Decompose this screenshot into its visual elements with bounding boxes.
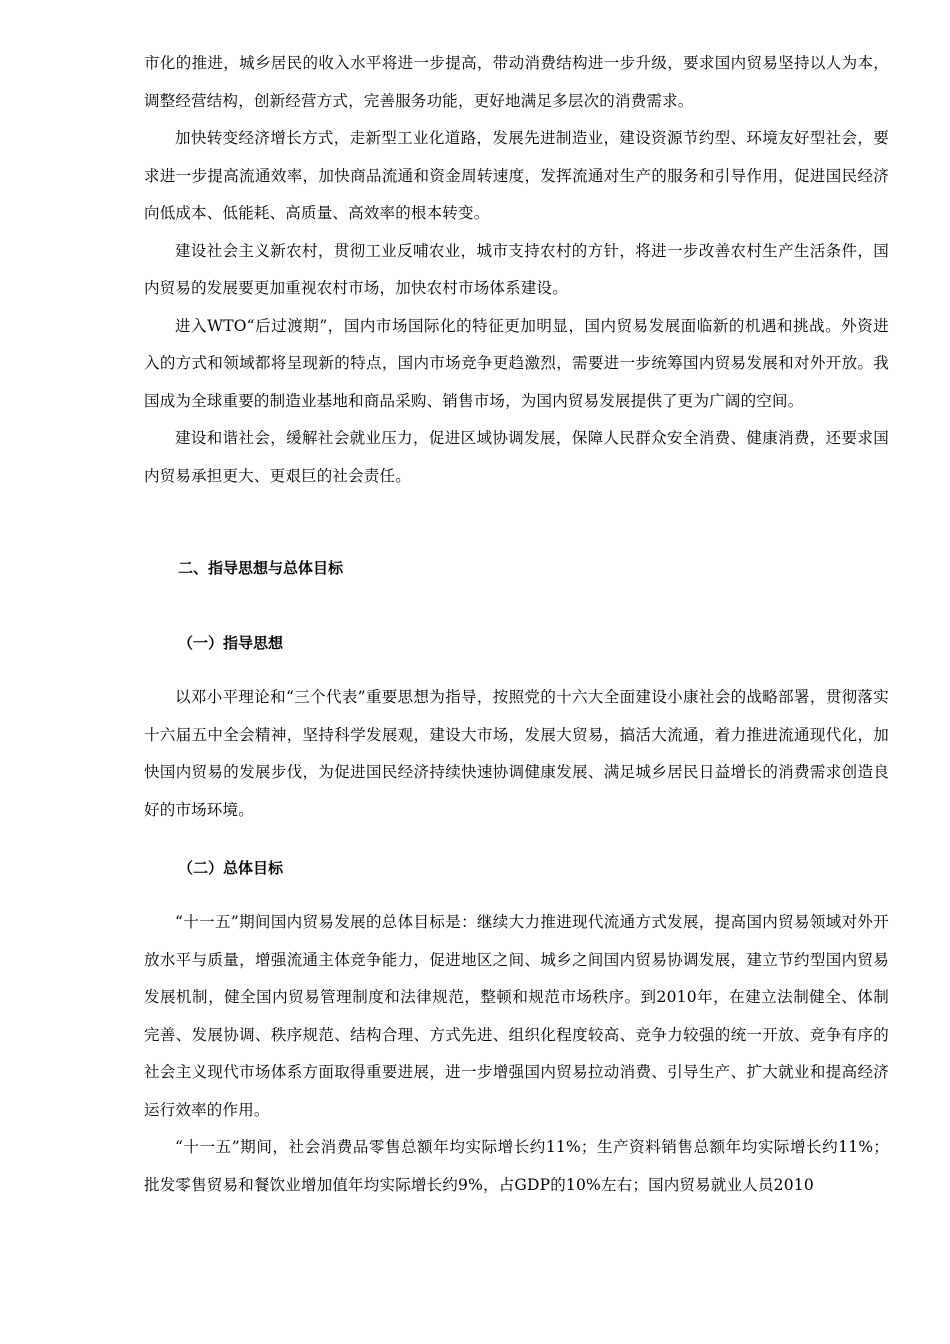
subsection-heading-guiding-ideology: （一）指导思想	[178, 634, 284, 652]
paragraph-guiding-ideology: 以邓小平理论和“三个代表”重要思想为指导，按照党的十六大全面建设小康社会的战略部署，贯彻落实十六届五中全会精神，坚持科学发展观，建设大市场，发展大贸易，搞活大流通，着力推进流通现代化，加快国内贸易的发展步伐，为促进国民经济持续快速协调健康发展、满足城乡居民日益增长的消费需求创造良好的市场环境。	[144, 688, 889, 819]
paragraph-harmonious-society: 建设和谐社会，缓解社会就业压力，促进区域协调发展，保障人民群众安全消费、健康消费，还要求国内贸易承担更大、更艰巨的社会责任。	[144, 429, 889, 485]
subsection-heading-overall-goals: （二）总体目标	[178, 859, 284, 877]
paragraph-new-countryside: 建设社会主义新农村，贯彻工业反哺农业，城市支持农村的方针，将进一步改善农村生产生活条件，国内贸易的发展要更加重视农村市场，加快农村市场体系建设。	[144, 241, 889, 297]
section-heading: 二、指导思想与总体目标	[178, 559, 344, 577]
paragraph-wto: 进入WTO“后过渡期”，国内市场国际化的特征更加明显，国内贸易发展面临新的机遇和挑战。外资进入的方式和领域都将呈现新的特点，国内市场竞争更趋激烈，需要进一步统筹国内贸易发展和对外开放。我国成为全球重要的制造业基地和商品采购、销售市场，为国内贸易发展提供了更为广阔的空间。	[144, 316, 889, 410]
paragraph-growth-targets: “十一五”期间，社会消费品零售总额年均实际增长约11%；生产资料销售总额年均实际增长约11%；批发零售贸易和餐饮业增加值年均实际增长约9%，占GDP的10%左右；国内贸易就业人员2010	[144, 1138, 889, 1194]
paragraph-continued: 市化的推进，城乡居民的收入水平将进一步提高，带动消费结构进一步升级，要求国内贸易坚持以人为本，调整经营结构，创新经营方式，完善服务功能，更好地满足多层次的消费需求。	[144, 54, 889, 110]
guiding-ideology-body	[144, 679, 889, 829]
intro-paragraphs	[144, 45, 889, 495]
paragraph-overall-goals: “十一五”期间国内贸易发展的总体目标是：继续大力推进现代流通方式发展，提高国内贸易领域对外开放水平与质量，增强流通主体竞争能力，促进地区之间、城乡之间国内贸易协调发展，建立节约型国内贸易发展机制，健全国内贸易管理制度和法律规范，整顿和规范市场秩序。到2010年，在建立法制健全、体制完善、发展协调、秩序规范、结构合理、方式先进、组织化程度较高、竞争力较强的统一开放、竞争有序的社会主义现代市场体系方面取得重要进展，进一步增强国内贸易拉动消费、引导生产、扩大就业和提高经济运行效率的作用。	[144, 913, 889, 1119]
paragraph-growth-mode: 加快转变经济增长方式，走新型工业化道路，发展先进制造业，建设资源节约型、环境友好型社会，要求进一步提高流通效率，加快商品流通和资金周转速度，发挥流通对生产的服务和引导作用，促进国民经济向低成本、低能耗、高质量、高效率的根本转变。	[144, 129, 889, 222]
overall-goals-body	[144, 904, 889, 1204]
